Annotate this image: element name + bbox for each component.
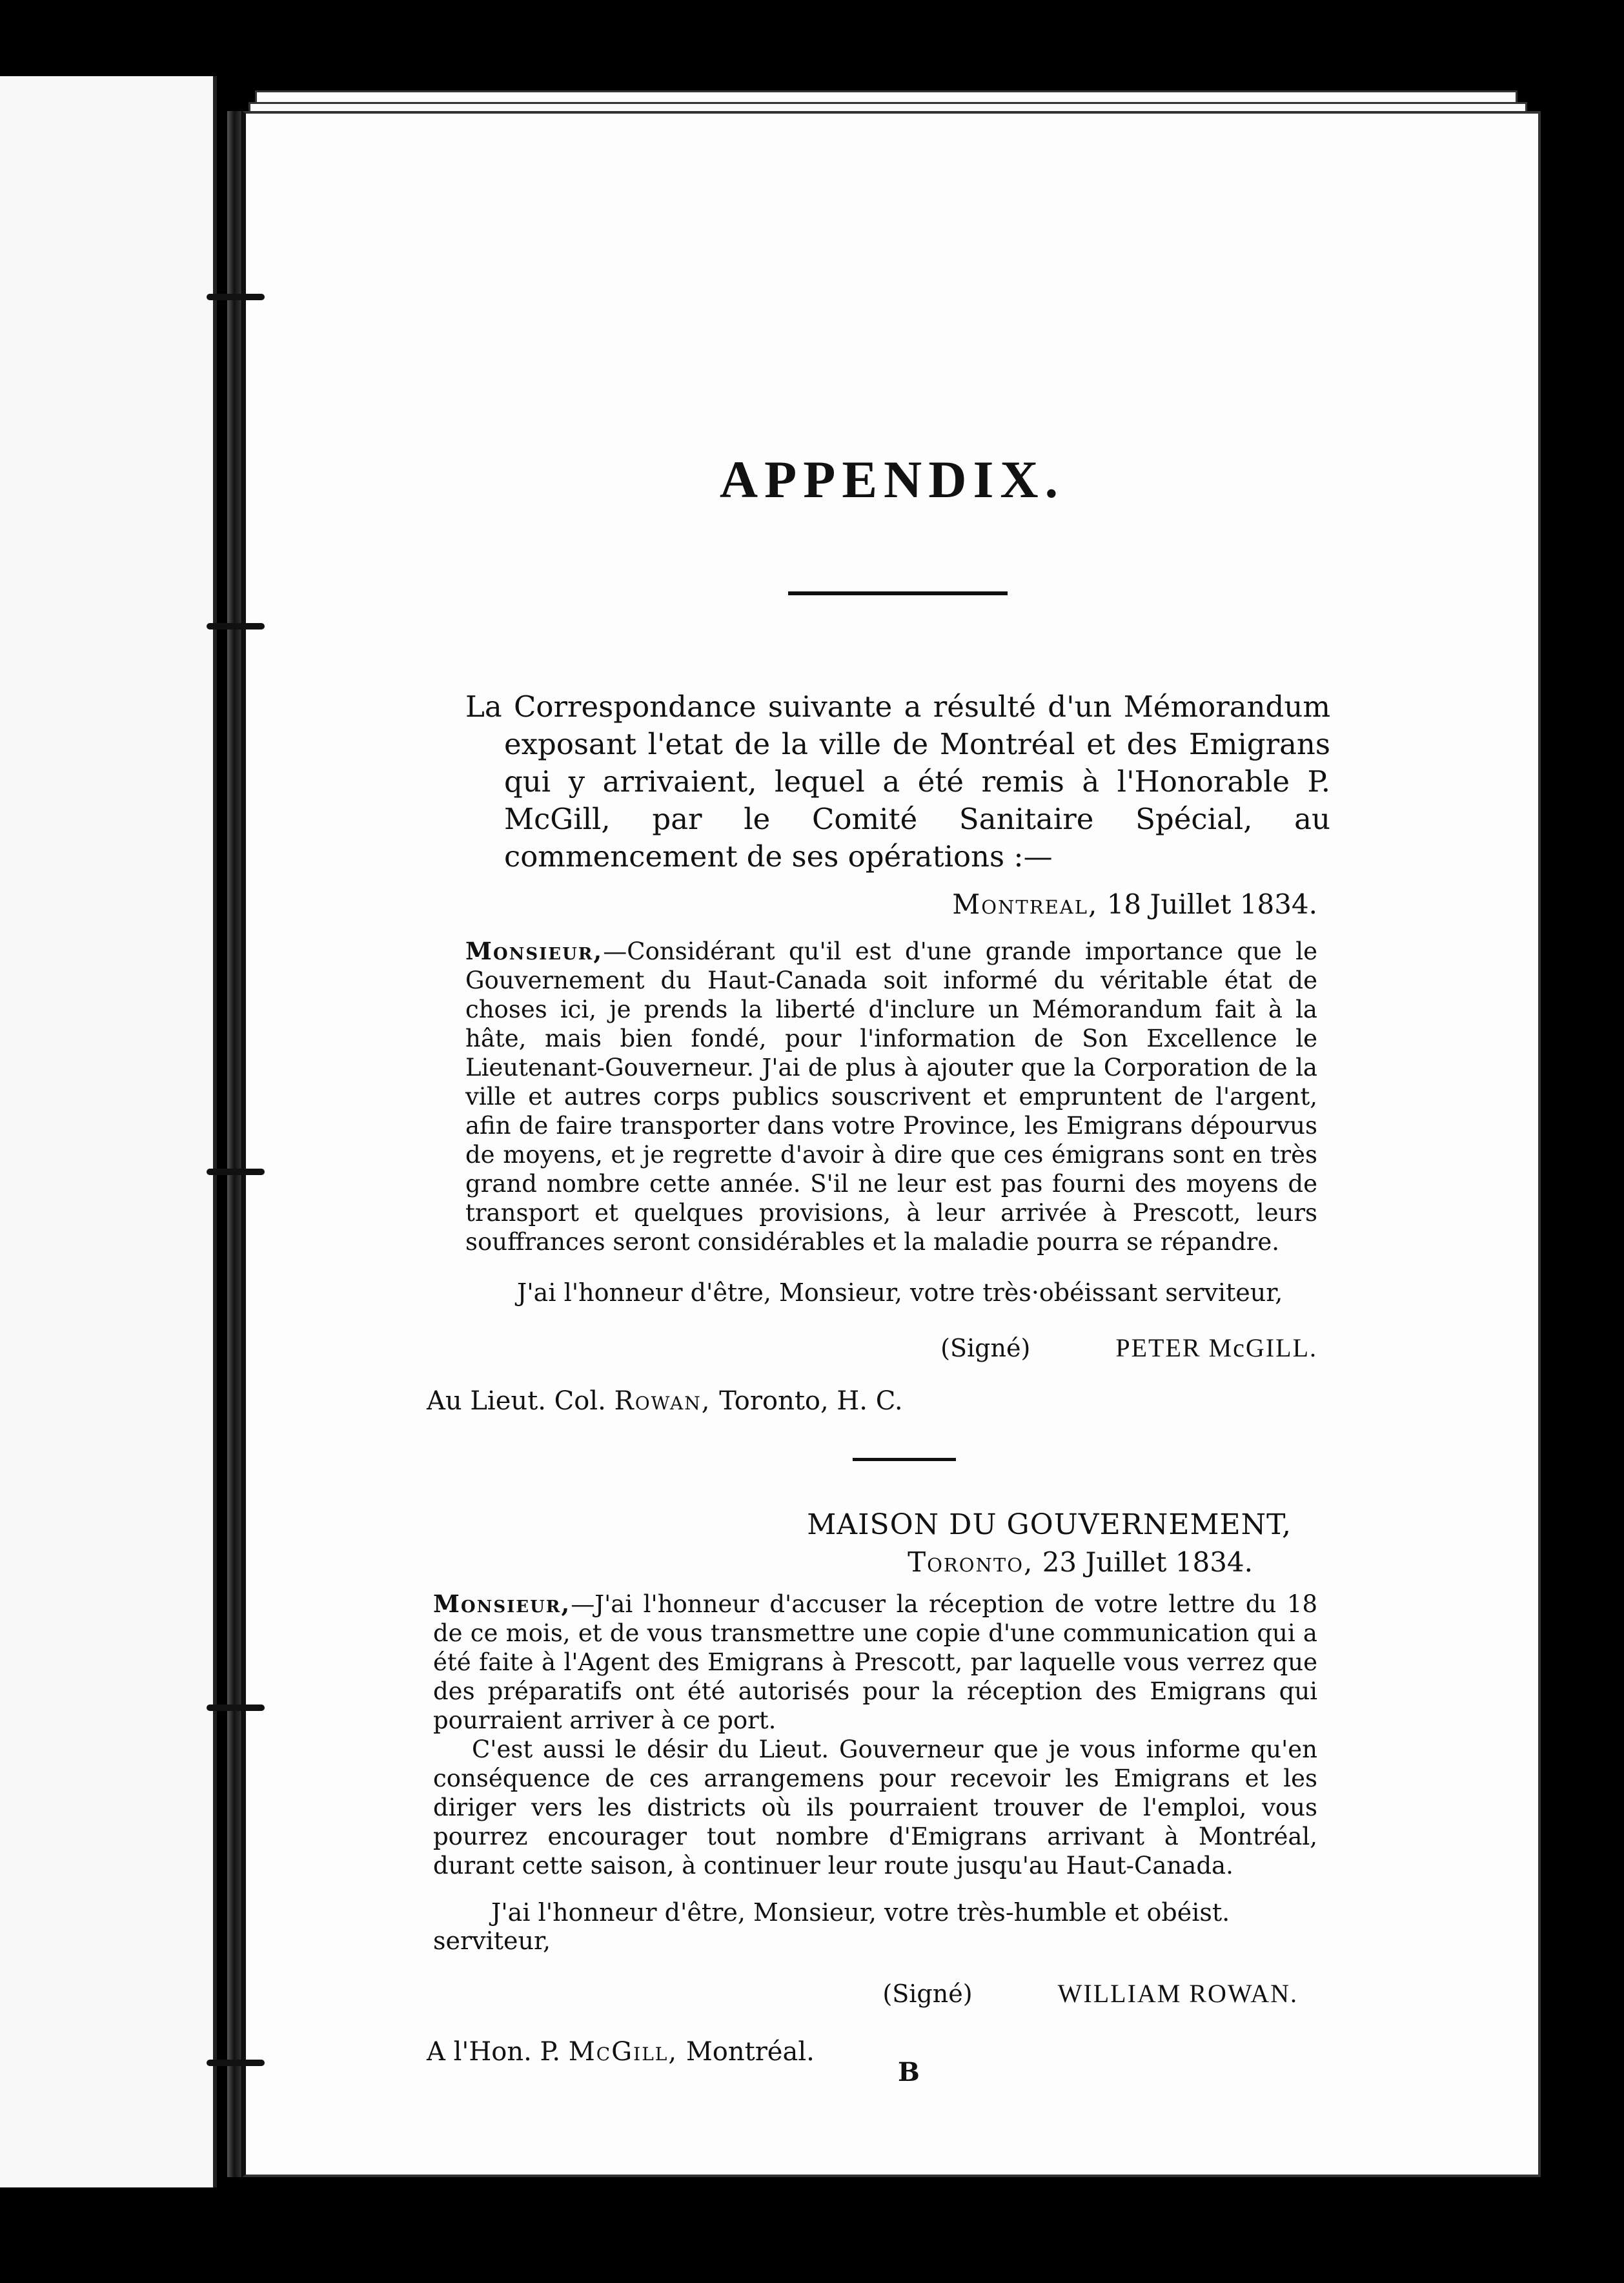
letter-2-dateline	[433, 1546, 1317, 1578]
binding-stitch	[207, 1705, 265, 1711]
facing-page-left	[0, 76, 217, 2187]
letter-1-address-name: Rowan,	[614, 1386, 711, 1416]
letter-2	[427, 1508, 1317, 2067]
letter-1-body	[465, 937, 1317, 1256]
letter-2-address-name: McGill,	[568, 2037, 678, 2067]
binding-stitch	[207, 1169, 265, 1175]
letter-1-signed-label: (Signé)	[940, 1334, 1031, 1362]
letter-2-body-2: C'est aussi le désir du Lieut. Gouverneur que je vous informe qu'en conséquence de ces arrangemens pour recevoir les Emigrans et les diriger vers les districts où ils pourraient trouver de l'emploi, vous pourrez encourager tout nombre d'Emigrans arrivant à Montréal, durant cette saison, à continuer leur route jusqu'au Haut-Canada.	[433, 1735, 1317, 1879]
letter-2-address-suffix: Montréal.	[685, 2037, 815, 2067]
letter-2-closing: J'ai l'honneur d'être, Monsieur, votre très-humble et obéist. serviteur,	[433, 1898, 1230, 1955]
letter-2-body-1	[433, 1590, 1317, 1735]
title-rule	[788, 591, 1008, 595]
letter-1-date: 18 Juillet 1834.	[1106, 888, 1317, 920]
letter-2-heading: MAISON DU GOUVERNEMENT,	[807, 1508, 1292, 1541]
letter-1-salutation: Monsieur,	[465, 937, 604, 965]
letter-1-address-suffix: Toronto, H. C.	[719, 1386, 903, 1416]
letter-2-signer: WILLIAM ROWAN.	[1057, 1979, 1298, 2008]
letter-1-place: Montreal,	[952, 888, 1099, 920]
letter-1-signature	[465, 1333, 1317, 1363]
letter-1	[427, 888, 1317, 1416]
letter-2-address	[427, 2037, 1317, 2067]
letter-2-salutation: Monsieur,	[433, 1590, 571, 1618]
binding-stitch	[207, 2060, 265, 2066]
binding-stitch	[207, 623, 265, 630]
letter-2-signature	[433, 1978, 1317, 2009]
document-title: APPENDIX.	[719, 450, 1065, 509]
letter-2-signed-label: (Signé)	[882, 1980, 973, 2008]
letter-1-address-prefix: Au Lieut. Col.	[427, 1386, 606, 1416]
intro-paragraph	[465, 688, 1330, 875]
letter-2-place: Toronto,	[908, 1546, 1034, 1578]
letter-1-closing: J'ai l'honneur d'être, Monsieur, votre très·obéissant serviteur,	[517, 1278, 1283, 1307]
binding-stitch	[207, 294, 265, 300]
intro-text: La Correspondance suivante a résulté d'un Mémorandum exposant l'etat de la ville de Montréal et des Emigrans qui y arrivaient, lequel a été remis à l'Honorable P. McGill, par le Comité Sanitaire Spécial, au commencement de ses opérations :—	[465, 690, 1330, 874]
letter-2-address-prefix: A l'Hon. P.	[427, 2037, 561, 2067]
binding-spine	[227, 111, 241, 2177]
letter-1-address	[427, 1386, 1317, 1416]
letter-1-signer: PETER McGILL.	[1115, 1333, 1317, 1362]
letter-2-body-1-text: —J'ai l'honneur d'accuser la réception de votre lettre du 18 de ce mois, et de vous transmettre une copie d'une communication qui a été faite à l'Agent des Emigrans à Prescott, par laquelle vous verrez que des préparatifs ont été autorisés pour la réception des Emigrans qui pourraient arriver à ce port.	[433, 1590, 1317, 1734]
letter-1-body-text: —Considérant qu'il est d'une grande importance que le Gouvernement du Haut-Canada soit informé du véritable état de choses ici, je prends la liberté d'inclure un Mémorandum fait à la hâte, mais bien fondé, pour l'information de Son Excellence le Lieutenant-Gouverneur. J'ai de plus à ajouter que la Corporation de la ville et autres corps publics souscrivent et empruntent de l'argent, afin de faire transporter dans votre Province, les Emigrans dépourvus de moyens, et je regrette d'avoir à dire que ces émigrans sont en très grand nombre cette année. S'il ne leur est pas fourni des moyens de transport et quelques provisions, à leur arrivée à Prescott, leurs souffrances seront considérables et la maladie pourra se répandre.	[465, 937, 1317, 1256]
section-rule	[853, 1458, 956, 1461]
signature-mark: B	[898, 2057, 920, 2087]
letter-2-date: 23 Juillet 1834.	[1042, 1546, 1253, 1578]
document-page	[242, 111, 1541, 2177]
letter-1-dateline	[465, 888, 1317, 920]
